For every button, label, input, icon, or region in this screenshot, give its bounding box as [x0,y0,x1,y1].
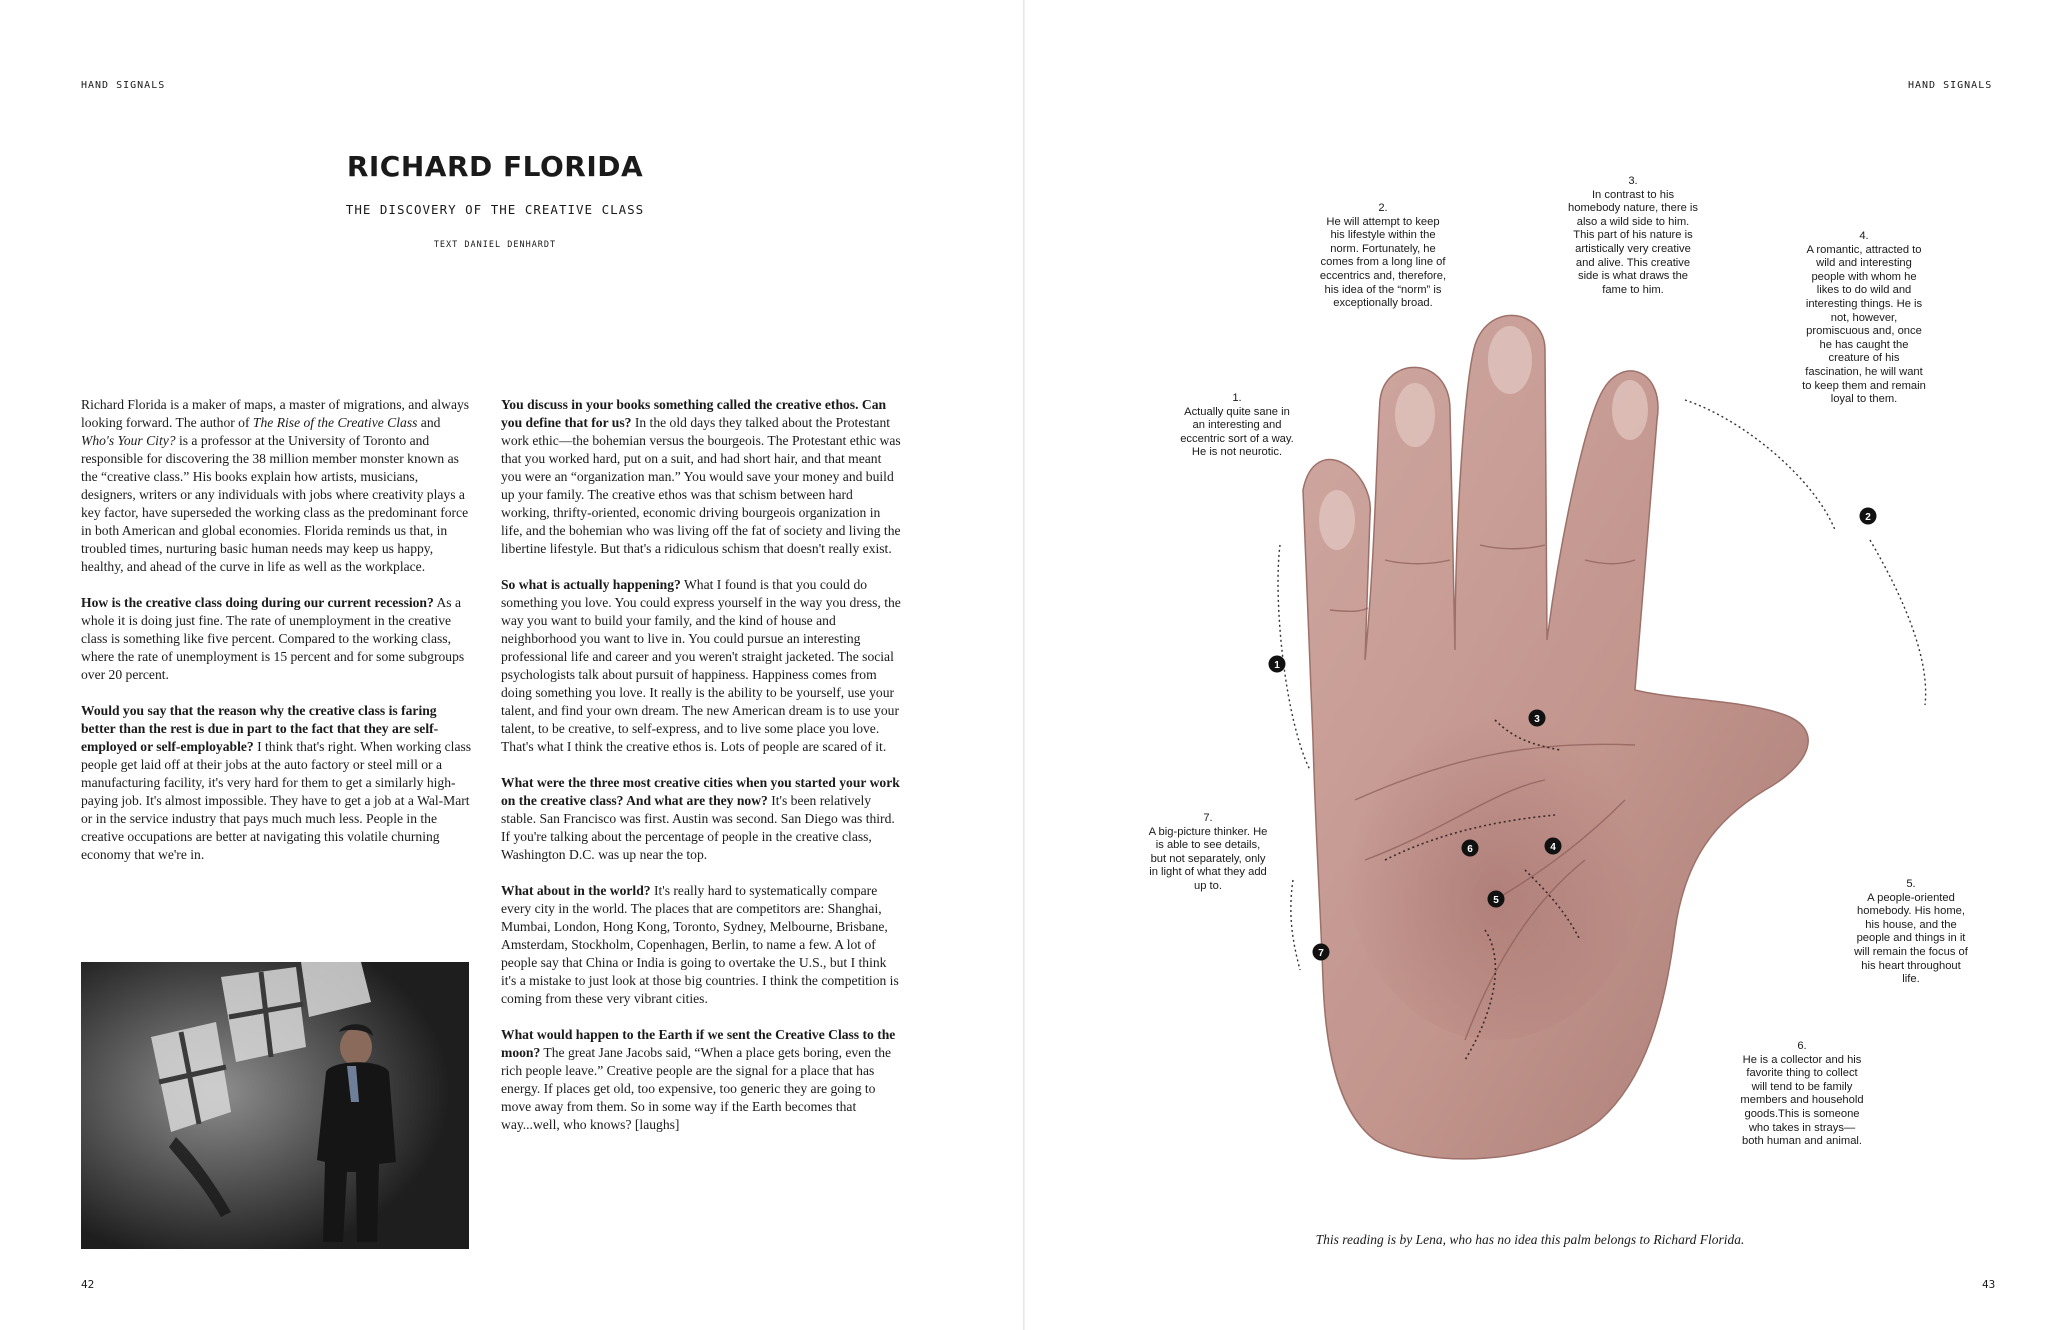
answer: In the old days they talked about the Protestant work ethic—the bohemian versus the bourgeois. The Protestant ethic was that you worked hard, put on a suit, and had short hair, and that meant you were an “organization man.” You would save your money and build up your family. The creative ethos was that schism between hard working, thrifty-oriented, economic driving bourgeois organization in life, and the bohemian who was living off the fat of society and living the libertine lifestyle. But that's a ridiculous schism that doesn't really exist. [501,415,901,556]
text-column-1 [81,396,473,882]
question: What would happen to the Earth if we sent the Creative Class to the moon? [501,1027,896,1060]
svg-text:7: 7 [1318,948,1324,959]
marker-1 [1269,656,1286,673]
reading-note-5: 5. A people-oriented homebody. His home, his house, and the people and things in it will remain the focus of his heart throughout life. [1854,878,1968,986]
svg-text:4: 4 [1550,842,1556,853]
marker-3 [1529,710,1546,727]
reading-note-6: 6. He is a collector and his favorite thing to collect will tend to be family members and household goods.This is someone who takes in strays—both human and animal. [1740,1040,1864,1148]
question: So what is actually happening? [501,577,681,592]
marker-6 [1462,840,1479,857]
running-head-left: HAND SIGNALS [81,80,166,91]
answer: It's really hard to systematically compare every city in the world. The places that are competitors are: Shanghai, Mumbai, London, Hong Kong, Toronto, Sydney, Melbourne, Brisbane, Amsterdam, Stockholm, Copenhagen, Berlin, to name a few. A lot of people say that China or India is going to overtake the U.S., but I think it's a mistake to just look at those big countries. I think the competition is coming from these very vibrant cities. [501,883,899,1006]
reading-note-2: 2. He will attempt to keep his lifestyle within the norm. Fortunately, he comes from a long line of eccentrics and, therefore, his idea of the “norm” is exceptionally broad. [1319,202,1447,310]
qa-paragraph [81,594,473,684]
left-page [0,0,1023,1330]
qa-paragraph [501,774,901,864]
marker-5 [1488,891,1505,908]
page-number-left: 42 [81,1278,95,1291]
marker-2 [1860,508,1877,525]
svg-text:6: 6 [1467,844,1473,855]
answer: What I found is that you could do something you love. You could express yourself in the way you dress, the way you want to build your family, and the kind of house and neighborhood you want to live in. You could pursue an interesting professional life and career and you weren't straight jacketed. The social psychologists talk about pursuit of happiness. Happiness comes from doing something you love. It really is the ability to be yourself, use your talent, and find your own dream. The new American dream is to use your talent, to be creative, to self-express, and to live some place you love. That's what I think the creative ethos is. Lots of people are scared of it. [501,577,901,754]
reading-note-4: 4. A romantic, attracted to wild and interesting people with whom he likes to do wild and interesting things. He is not, however, promiscuous and, once he has caught the creature of his fascination, he will want to keep them and remain loyal to them. [1802,230,1926,406]
book-title: Who's Your City? [81,433,176,448]
question: You discuss in your books something called the creative ethos. Can you define that for us? [501,397,887,430]
reading-note-7: 7. A big-picture thinker. He is able to see details, but not separately, only in light of what they add up to. [1148,812,1268,892]
question: How is the creative class doing during our current recession? [81,595,434,610]
intro-paragraph: Richard Florida is a maker of maps, a master of migrations, and always looking forward. The author of The Rise of the Creative Class and Who's Your City? is a professor at the University of Toronto and responsible for discovering the 38 million member monster known as the “creative class.” His books explain how artists, musicians, designers, writers or any individuals with jobs where creativity plays a key factor, have superseded the working class as the predominant force in both American and global economies. Florida reminds us that, in troubled times, nurturing basic human needs may keep us happy, healthy, and ahead of the curve in life as well as the workplace. [81,397,470,574]
answer: As a whole it is doing just fine. The rate of unemployment in the creative class is something like five percent. Compared to the working class, where the rate of unemployment is 15 percent and for some subgroups over 20 percent. [81,595,465,682]
qa-paragraph [81,702,473,864]
reading-note-1: 1. Actually quite sane in an interesting and eccentric sort of a way. He is not neurotic. [1180,392,1294,459]
marker-7 [1313,944,1330,961]
qa-paragraph [501,882,901,1008]
svg-text:3: 3 [1534,714,1540,725]
article-subtitle: THE DISCOVERY OF THE CREATIVE CLASS [345,202,645,217]
question: What were the three most creative cities when you started your work on the creative class? And what are they now? [501,775,900,808]
svg-text:5: 5 [1493,895,1499,906]
question: What about in the world? [501,883,651,898]
article-title: RICHARD FLORIDA [346,150,644,183]
qa-paragraph [501,396,901,558]
answer: I think that's right. When working class people get laid off at their jobs at the auto factory or steel mill or a manufacturing facility, it's very hard for them to get a similarly high-paying job. It's almost impossible. They have to get a job at a Wal-Mart or in the service industry that pays much much less. People in the creative occupations are better at navigating this volatile churning economy that we're in. [81,739,472,862]
hand-shape [1303,315,1808,1159]
book-title: The Rise of the Creative Class [252,415,418,430]
reading-note-3: 3. In contrast to his homebody nature, there is also a wild side to him. This part of his nature is artistically very creative and alive. This creative side is what draws the fame to him. [1568,175,1698,296]
answer: The great Jane Jacobs said, “When a place gets boring, even the rich people leave.” Creative people are the signal for a place that has energy. If places get old, too expensive, too generic they are going to move away from them. So in some way if the Earth becomes that way...well, who knows? [laughs] [501,1045,892,1132]
running-head-right: HAND SIGNALS [1908,80,1993,91]
palm-caption: This reading is by Lena, who has no idea this palm belongs to Richard Florida. [1315,1232,1745,1247]
page-number-right: 43 [1982,1278,1996,1291]
portrait-photo [81,962,469,1249]
qa-paragraph [501,576,901,756]
text-column-2 [501,396,901,1152]
marker-4 [1545,838,1562,855]
qa-paragraph [501,1026,901,1134]
question: Would you say that the reason why the creative class is faring better than the rest is due in part to the fact that they are self-employed or self-employable? [81,703,439,754]
answer: It's been relatively stable. San Francisco was first. Austin was second. San Diego was third. If you're talking about the percentage of people in the creative class, Washington D.C. was up near the top. [501,793,895,862]
svg-text:1: 1 [1274,660,1280,671]
author-credit: TEXT DANIEL DENHARDT [433,240,557,250]
svg-text:2: 2 [1865,512,1871,523]
palm-illustration [1025,0,2048,1330]
